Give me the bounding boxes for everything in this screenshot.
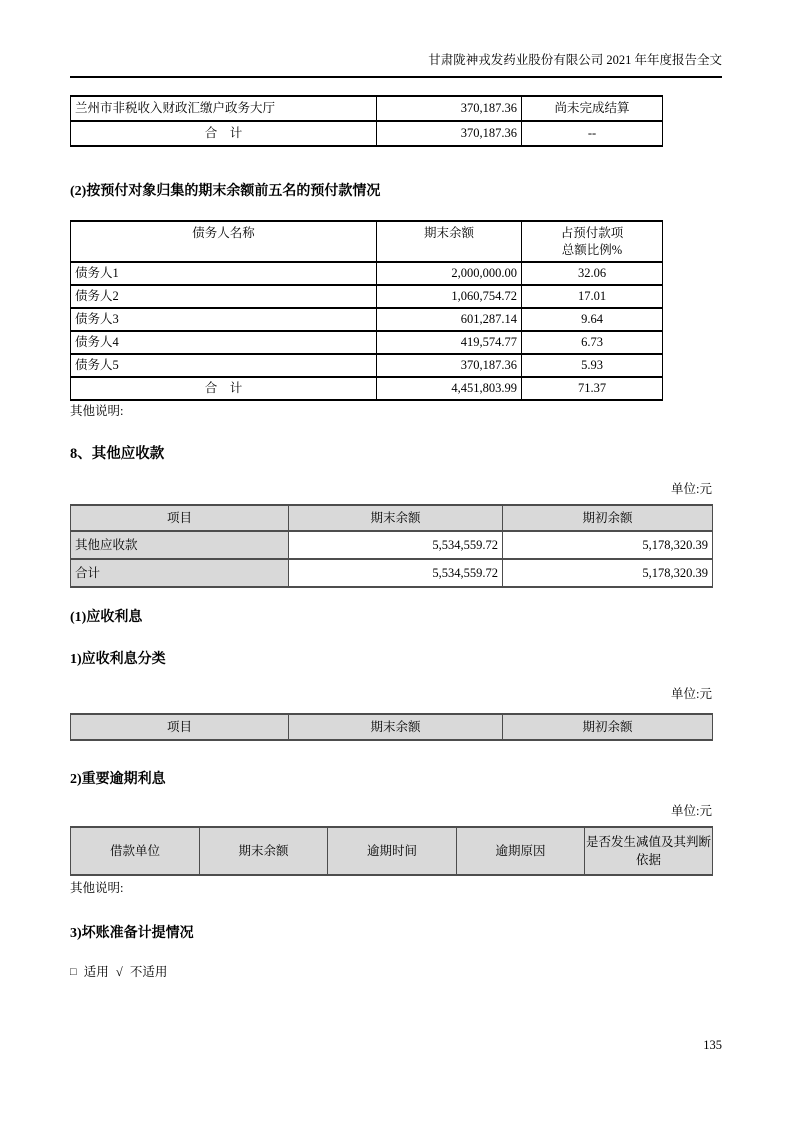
col-header-closing: 期末余额 <box>289 505 503 531</box>
total-label-cell: 合计 <box>71 559 289 587</box>
other-note-label: 其他说明: <box>70 881 124 895</box>
table-row <box>71 354 663 377</box>
checkmark-icon: √ <box>115 965 123 979</box>
other-note-label: 其他说明: <box>70 404 124 418</box>
table-total-row <box>71 377 663 400</box>
table-row <box>71 96 663 121</box>
debtor-cell: 债务人4 <box>71 331 377 354</box>
unit-label: 单位:元 <box>671 687 712 701</box>
ratio-cell: 32.06 <box>522 262 663 285</box>
col-header-closing: 期末余额 <box>289 714 503 740</box>
section-heading-overdue-interest: 2)重要逾期利息 <box>70 772 166 787</box>
section-heading-prepay-top5: (2)按预付对象归集的期末余额前五名的预付款情况 <box>70 184 381 199</box>
balance-cell: 370,187.36 <box>377 354 522 377</box>
closing-cell: 5,534,559.72 <box>289 531 503 559</box>
col-header-ratio-line1: 占预付款项 <box>560 226 624 240</box>
col-header-impairment-basis: 是否发生减值及其判断依据 <box>585 827 713 875</box>
unit-label: 单位:元 <box>671 482 712 496</box>
col-header-debtor: 债务人名称 <box>71 221 377 262</box>
checkbox-unchecked-icon: □ <box>70 966 77 978</box>
section-heading-interest-receivable: (1)应收利息 <box>70 610 143 625</box>
section-heading-interest-classification: 1)应收利息分类 <box>70 652 166 667</box>
header-divider <box>70 76 722 78</box>
unit-label: 单位:元 <box>671 804 712 818</box>
settlement-total-note-cell: -- <box>522 121 663 146</box>
debtor-cell: 债务人5 <box>71 354 377 377</box>
applicable-label: 适用 <box>83 965 109 979</box>
ratio-cell: 5.93 <box>522 354 663 377</box>
table-row <box>71 331 663 354</box>
applicability-line <box>70 965 722 981</box>
opening-cell: 5,178,320.39 <box>503 531 713 559</box>
settlement-total-amount-cell: 370,187.36 <box>377 121 522 146</box>
table-header-row <box>71 827 713 875</box>
col-header-opening: 期初余额 <box>503 505 713 531</box>
balance-cell: 419,574.77 <box>377 331 522 354</box>
table-row <box>71 531 713 559</box>
col-header-closing-balance: 期末余额 <box>200 827 328 875</box>
ratio-cell: 17.01 <box>522 285 663 308</box>
table-total-row <box>71 121 663 146</box>
col-header-overdue-reason: 逾期原因 <box>457 827 585 875</box>
total-balance-cell: 4,451,803.99 <box>377 377 522 400</box>
table-row <box>71 308 663 331</box>
page-content <box>70 0 722 981</box>
section-heading-bad-debt-provision: 3)坏账准备计提情况 <box>70 926 194 941</box>
settlement-table <box>70 95 663 147</box>
table-total-row <box>71 559 713 587</box>
settlement-note-cell: 尚未完成结算 <box>522 96 663 121</box>
col-header-closing-balance: 期末余额 <box>377 221 522 262</box>
settlement-amount-cell: 370,187.36 <box>377 96 522 121</box>
item-cell: 其他应收款 <box>71 531 289 559</box>
col-header-opening: 期初余额 <box>503 714 713 740</box>
total-ratio-cell: 71.37 <box>522 377 663 400</box>
page-header-title: 甘肃陇神戎发药业股份有限公司 2021 年年度报告全文 <box>428 53 722 67</box>
section-heading-other-receivables: 8、其他应收款 <box>70 446 165 462</box>
col-header-item: 项目 <box>71 714 289 740</box>
balance-cell: 601,287.14 <box>377 308 522 331</box>
settlement-name-cell: 兰州市非税收入财政汇缴户政务大厅 <box>71 96 377 121</box>
table-row <box>71 262 663 285</box>
col-header-overdue-time: 逾期时间 <box>328 827 457 875</box>
debtor-cell: 债务人3 <box>71 308 377 331</box>
balance-cell: 1,060,754.72 <box>377 285 522 308</box>
interest-classification-table <box>70 713 713 741</box>
table-row <box>71 285 663 308</box>
prepay-top5-table <box>70 220 663 401</box>
debtor-cell: 债务人2 <box>71 285 377 308</box>
balance-cell: 2,000,000.00 <box>377 262 522 285</box>
col-header-item: 项目 <box>71 505 289 531</box>
col-header-ratio <box>522 221 663 262</box>
table-header-row <box>71 221 663 262</box>
overdue-interest-table <box>70 826 713 876</box>
col-header-borrower: 借款单位 <box>71 827 200 875</box>
other-receivables-table <box>70 504 713 588</box>
not-applicable-label: 不适用 <box>129 965 168 979</box>
ratio-cell: 9.64 <box>522 308 663 331</box>
settlement-total-label-cell: 合 计 <box>71 121 377 146</box>
table-header-row <box>71 714 713 740</box>
page-number: 135 <box>703 1038 722 1052</box>
col-header-ratio-line2: 总额比例% <box>561 243 623 257</box>
total-opening-cell: 5,178,320.39 <box>503 559 713 587</box>
total-closing-cell: 5,534,559.72 <box>289 559 503 587</box>
total-label-cell: 合 计 <box>71 377 377 400</box>
table-header-row <box>71 505 713 531</box>
ratio-cell: 6.73 <box>522 331 663 354</box>
debtor-cell: 债务人1 <box>71 262 377 285</box>
